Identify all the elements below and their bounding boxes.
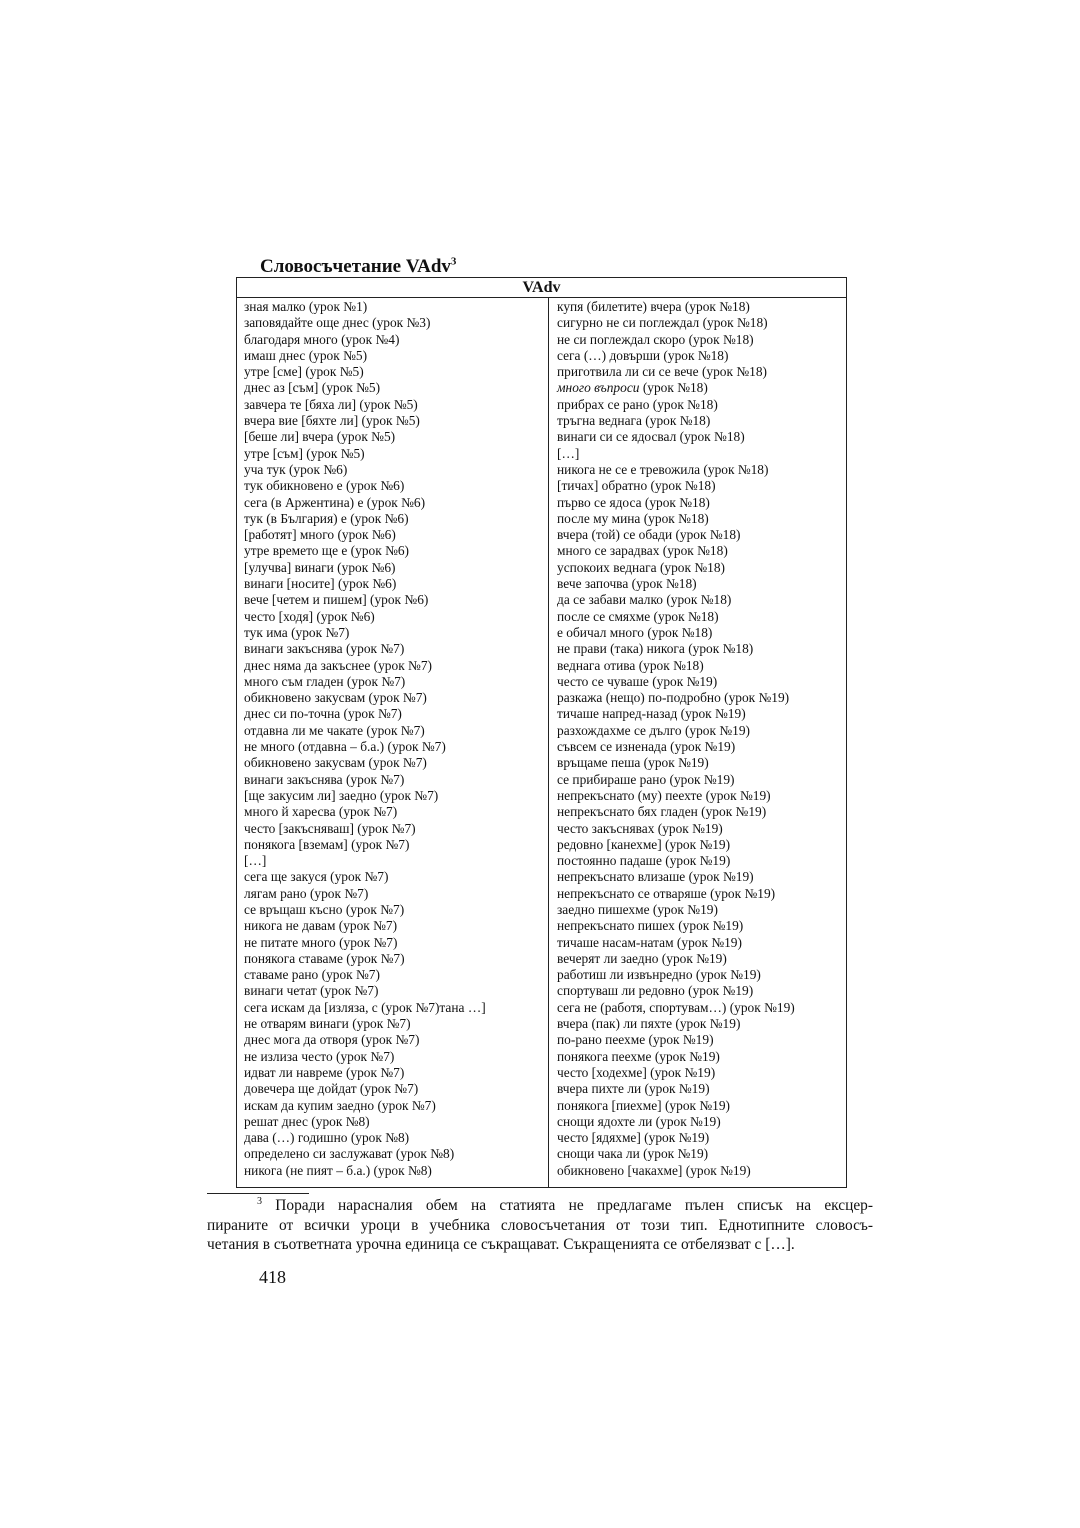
table-entry: не прави (така) никога (урок №18) <box>557 641 754 657</box>
table-entry: винаги [носите] (урок №6) <box>244 576 397 592</box>
footnote-line-3: четания в съответната урочна единица се съкращават. Съкращенията се отбелязват с […]. <box>207 1236 795 1253</box>
table-entry: определено си заслужават (урок №8) <box>244 1146 455 1162</box>
page-number: 418 <box>259 1267 286 1287</box>
table-entry: непрекъснато влизаше (урок №19) <box>557 869 754 885</box>
table-entry: тичаше насам-натам (урок №19) <box>557 934 742 950</box>
table-entry: утре времето ще е (урок №6) <box>244 543 410 559</box>
table-entry: много й харесва (урок №7) <box>244 804 398 820</box>
table-entry: не много (отдавна – б.а.) (урок №7) <box>244 739 446 755</box>
right-column <box>557 299 845 1179</box>
table-entry: първо се ядоса (урок №18) <box>557 494 710 510</box>
table-entry: много се зарадвах (урок №18) <box>557 543 728 559</box>
table-entry: съвсем се изненада (урок №19) <box>557 739 736 755</box>
table-entry: отдавна ли ме чакате (урок №7) <box>244 722 425 738</box>
table-entry: вечерят ли заедно (урок №19) <box>557 950 727 966</box>
table-entry: непрекъснато (му) пеехте (урок №19) <box>557 787 771 803</box>
table-entry: винаги четат (урок №7) <box>244 983 379 999</box>
table-entry <box>557 380 845 396</box>
footnote <box>207 1196 873 1255</box>
table-entry: не питате много (урок №7) <box>244 934 398 950</box>
table-entry: понякога ставаме (урок №7) <box>244 950 405 966</box>
footnote-divider <box>207 1193 309 1194</box>
table-entry: не си поглеждал скоро (урок №18) <box>557 331 754 347</box>
table-entry: заповядайте още днес (урок №3) <box>244 315 431 331</box>
column-divider <box>548 298 549 1188</box>
table-entry: често се чуваше (урок №19) <box>557 673 718 689</box>
table-entry: не излиза често (урок №7) <box>244 1048 395 1064</box>
table-entry: искам да купим заедно (урок №7) <box>244 1097 436 1113</box>
table-entry: вече започва (урок №18) <box>557 576 697 592</box>
table-entry: зная малко (урок №1) <box>244 299 368 314</box>
table-entry: често закъснявах (урок №19) <box>557 820 723 836</box>
collocation-table <box>236 277 847 1188</box>
table-entry: много съм гладен (урок №7) <box>244 673 406 689</box>
table-entry: дава (…) годишно (урок №8) <box>244 1130 410 1146</box>
table-entry: понякога [вземам] (урок №7) <box>244 836 410 852</box>
table-entry: тук има (урок №7) <box>244 624 350 640</box>
table-entry: често [ходя] (урок №6) <box>244 608 375 624</box>
footnote-line-1 <box>207 1196 873 1216</box>
table-entry: снощи ядохте ли (урок №19) <box>557 1113 721 1129</box>
table-entry-lesson: (урок №18) <box>639 380 708 396</box>
table-entry: заедно пишехме (урок №19) <box>557 901 718 917</box>
table-entry: не отварям винаги (урок №7) <box>244 1016 411 1032</box>
table-entry: обикновено [чакахме] (урок №19) <box>557 1162 751 1178</box>
table-entry: връщаме пеша (урок №19) <box>557 755 709 771</box>
table-entry: тръгна веднага (урок №18) <box>557 413 711 429</box>
table-entry: непрекъснато пишех (урок №19) <box>557 918 744 934</box>
table-entry: днес си по-точна (урок №7) <box>244 706 402 722</box>
footnote-line-1-text: Поради нарасналия обем на статията не предлагаме пълен списък на ексцер- <box>262 1197 873 1214</box>
table-entry: спортуваш ли редовно (урок №19) <box>557 983 754 999</box>
table-entry: [беше ли] вчера (урок №5) <box>244 429 396 445</box>
table-entry: се връщаш късно (урок №7) <box>244 901 405 917</box>
table-entry: редовно [канехме] (урок №19) <box>557 836 731 852</box>
table-entry: е обичал много (урок №18) <box>557 624 713 640</box>
table-entry: често [ядяхме] (урок №19) <box>557 1130 710 1146</box>
table-entry: сега (…) довърши (урок №18) <box>557 347 729 363</box>
table-entry: сега не (работя, спортувам…) (урок №19) <box>557 999 795 1015</box>
table-entry: сега искам да [изляза, с (урок №7)тана …] <box>244 999 486 1015</box>
table-entry: успокоих веднага (урок №18) <box>557 559 725 575</box>
table-header: VAdv <box>237 278 846 298</box>
table-entry: сега (в Аржентина) е (урок №6) <box>244 494 426 510</box>
table-entry: разхождахме се дълго (урок №19) <box>557 722 750 738</box>
table-entry: лягам рано (урок №7) <box>244 885 369 901</box>
table-entry: днес мога да отворя (урок №7) <box>244 1032 420 1048</box>
table-entry: обикновено закусвам (урок №7) <box>244 755 427 771</box>
footnote-number: 3 <box>257 1195 262 1207</box>
table-entry: непрекъснато се отваряше (урок №19) <box>557 885 776 901</box>
table-entry: купя (билетите) вчера (урок №18) <box>557 299 750 314</box>
table-entry: работиш ли извънредно (урок №19) <box>557 967 761 983</box>
table-entry: вчера (пак) ли пяхте (урок №19) <box>557 1016 741 1032</box>
table-entry-italic: много въпроси <box>557 380 640 396</box>
footnote-ref: 3 <box>450 255 457 268</box>
table-entry: веднага отива (урок №18) <box>557 657 704 673</box>
table-entry: вече [четем и пишем] (урок №6) <box>244 592 429 608</box>
table-entry: винаги си се ядосвал (урок №18) <box>557 429 745 445</box>
table-entry: имаш днес (урок №5) <box>244 347 368 363</box>
table-entry: сега ще закуся (урок №7) <box>244 869 389 885</box>
table-entry: утре [съм] (урок №5) <box>244 445 365 461</box>
table-entry: понякога [пиехме] (урок №19) <box>557 1097 730 1113</box>
section-title-text: Словосъчетание VAdv <box>260 256 451 277</box>
table-entry: идват ли навреме (урок №7) <box>244 1064 405 1080</box>
table-entry: снощи чака ли (урок №19) <box>557 1146 709 1162</box>
table-entry: да се забави малко (урок №18) <box>557 592 732 608</box>
table-entry: никога не се е тревожила (урок №18) <box>557 461 769 477</box>
table-entry: благодаря много (урок №4) <box>244 331 400 347</box>
table-entry: завчера те [бяха ли] (урок №5) <box>244 396 418 412</box>
table-entry: [тичах] обратно (урок №18) <box>557 478 716 494</box>
table-entry: тук (в България) е (урок №6) <box>244 510 409 526</box>
table-entry: приготвила ли си се вече (урок №18) <box>557 364 767 380</box>
table-entry: тичаше напред-назад (урок №19) <box>557 706 746 722</box>
table-entry: вчера пихте ли (урок №19) <box>557 1081 710 1097</box>
table-entry: днес няма да закъснее (урок №7) <box>244 657 432 673</box>
table-entry: сигурно не си поглеждал (урок №18) <box>557 315 768 331</box>
footnote-line-2: пираните от всички уроци в учебника словосъчетания от този тип. Еднотипните словосъ- <box>207 1216 873 1234</box>
table-entry: вчера вие [бяхте ли] (урок №5) <box>244 413 420 429</box>
table-entry: обикновено закусвам (урок №7) <box>244 690 427 706</box>
table-entry: често [ходехме] (урок №19) <box>557 1064 716 1080</box>
section-title <box>260 256 456 278</box>
table-entry: [улучва] винаги (урок №6) <box>244 559 396 575</box>
table-entry: утре [сме] (урок №5) <box>244 364 364 380</box>
table-entry: уча тук (урок №6) <box>244 461 348 477</box>
table-body <box>237 298 846 1188</box>
table-entry: никога (не пият – б.а.) (урок №8) <box>244 1162 432 1178</box>
table-entry: прибрах се рано (урок №18) <box>557 396 718 412</box>
table-entry: се прибираше рано (урок №19) <box>557 771 735 787</box>
table-entry: непрекъснато бях гладен (урок №19) <box>557 804 767 820</box>
table-entry: разкажа (нещо) по-подробно (урок №19) <box>557 690 790 706</box>
table-entry: решат днес (урок №8) <box>244 1113 370 1129</box>
table-entry: [ще закусим ли] заедно (урок №7) <box>244 787 439 803</box>
table-entry: ставаме рано (урок №7) <box>244 967 380 983</box>
table-entry: [работят] много (урок №6) <box>244 527 396 543</box>
table-entry: често [закъсняваш] (урок №7) <box>244 820 416 836</box>
table-entry: […] <box>557 445 580 461</box>
table-entry: постоянно падаше (урок №19) <box>557 853 731 869</box>
table-entry: винаги закъснява (урок №7) <box>244 641 405 657</box>
table-entry: тук обикновено е (урок №6) <box>244 478 405 494</box>
table-entry: вчера (той) се обади (урок №18) <box>557 527 741 543</box>
table-entry: по-рано пеехме (урок №19) <box>557 1032 714 1048</box>
left-column <box>244 299 544 1179</box>
table-entry: после му мина (урок №18) <box>557 510 709 526</box>
table-entry: никога не давам (урок №7) <box>244 918 398 934</box>
table-entry: после се смяхме (урок №18) <box>557 608 719 624</box>
table-entry: днес аз [съм] (урок №5) <box>244 380 381 396</box>
table-entry: понякога пеехме (урок №19) <box>557 1048 720 1064</box>
table-entry: довечера ще дойдат (урок №7) <box>244 1081 419 1097</box>
table-entry: винаги закъснява (урок №7) <box>244 771 405 787</box>
table-entry: […] <box>244 853 267 869</box>
